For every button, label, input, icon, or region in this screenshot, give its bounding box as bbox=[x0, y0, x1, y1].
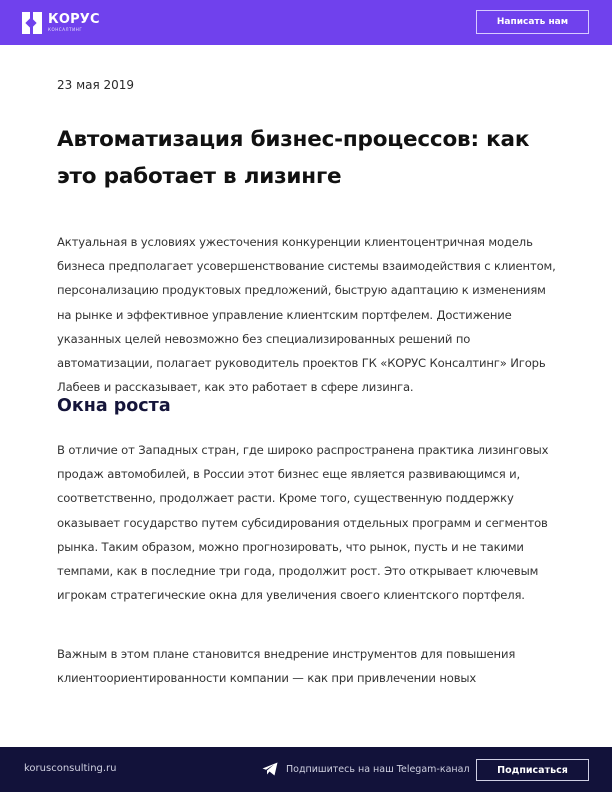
subscribe-button[interactable]: Подписаться bbox=[476, 759, 589, 781]
section-heading: Окна роста bbox=[57, 396, 171, 416]
site-link[interactable]: korusconsulting.ru bbox=[24, 763, 117, 774]
article-paragraph: В отличие от Западных стран, где широко распространена практика лизинговых продаж автомобилей, в России этот бизнес еще является развивающимся и, соответственно, продолжает расти. Кроме того, существенную поддержку оказывает государство путем субсидирования отдельных программ и сегментов рынка. Таким образом, можно прогнозировать, что рынок, пусть и не такими темпами, как в последние три года, продолжит рост. Это открывает ключевым игрокам стратегические окна для увеличения своего клиентского портфеля. bbox=[57, 443, 549, 603]
header bbox=[0, 0, 612, 45]
footer bbox=[0, 747, 612, 792]
telegram-icon[interactable] bbox=[262, 762, 278, 776]
article-title: Автоматизация бизнес-процессов: как это работает в лизинге bbox=[57, 127, 530, 189]
article-intro: Актуальная в условиях ужесточения конкуренции клиентоцентричная модель бизнеса предполагает усовершенствование системы взаимодействия с клиентом, персонализацию продуктовых предложений, быструю адаптацию к изменениям на рынке и эффективное управление клиентским портфелем. Достижение указанных целей невозможно без специализированных решений по автоматизации, полагает руководитель проектов ГК «КОРУС Консалтинг» Игорь Лабеев и рассказывает, как это работает в сфере лизинга. bbox=[57, 235, 556, 395]
logo-mark-icon bbox=[22, 12, 42, 34]
contact-us-button[interactable]: Написать нам bbox=[476, 10, 589, 34]
logo-subtitle: КОНСАЛТИНГ bbox=[48, 27, 83, 32]
article-paragraph: Важным в этом плане становится внедрение инструментов для повышения клиентоориентированности компании — как при привлечении новых bbox=[57, 647, 516, 686]
telegram-subscribe-text[interactable]: Подпишитесь на наш Telegam-канал bbox=[286, 764, 470, 775]
logo-name: КОРУС bbox=[48, 12, 100, 27]
article-date: 23 мая 2019 bbox=[57, 78, 135, 92]
korus-logo[interactable] bbox=[22, 11, 100, 35]
